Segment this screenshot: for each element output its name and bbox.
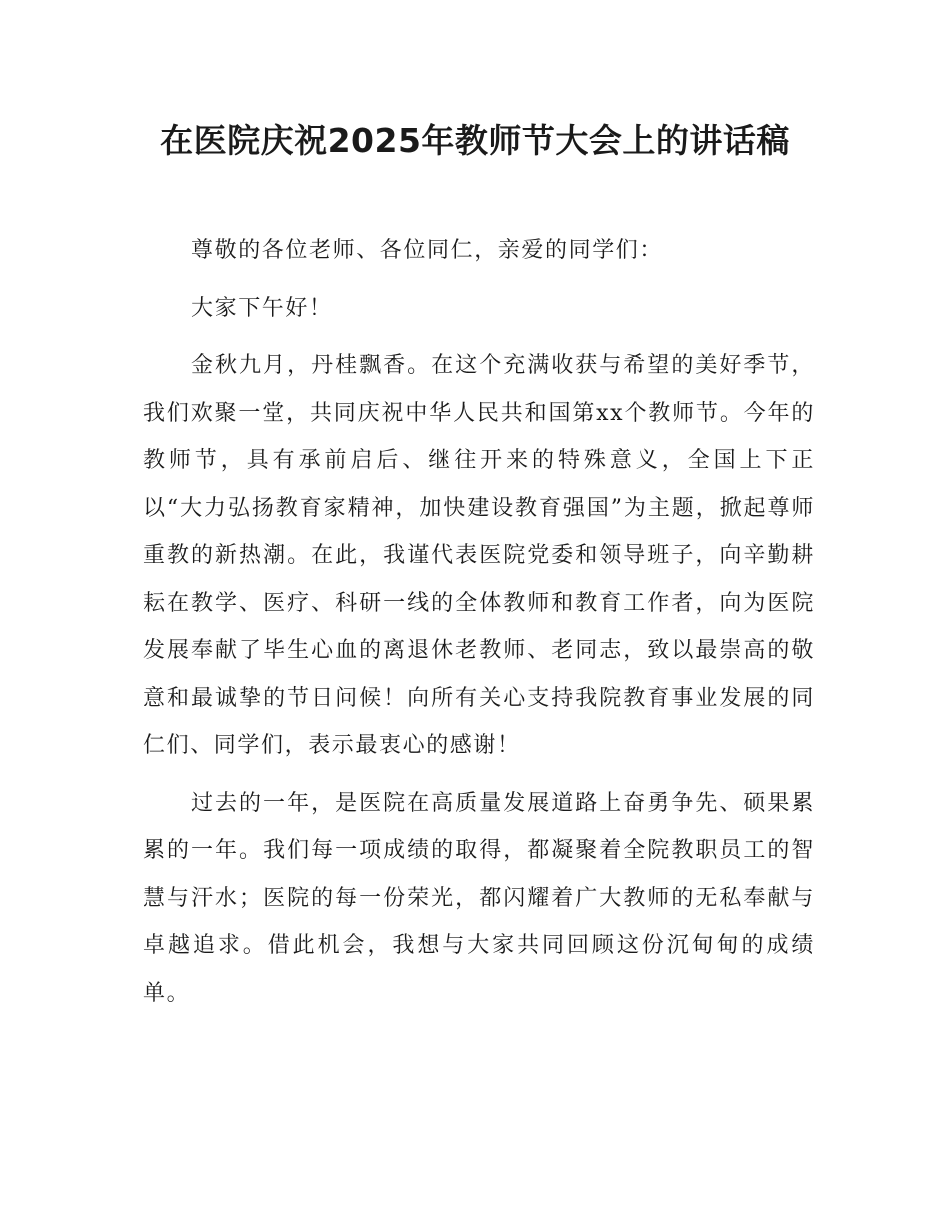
salutation-paragraph: 尊敬的各位老师、各位同仁，亲爱的同学们： [191, 238, 664, 263]
body-paragraph: 金秋九月，丹桂飘香。在这个充满收获与希望的美好季节，我们欢聚一堂，共同庆祝中华人民共和国第xx个教师节。今年的教师节，具有承前启后、继往开来的特殊意义，全国上下正以“大力弘扬教育家精神，加快建设教育强国”为主题，掀起尊师重教的新热潮。在此，我谨代表医院党委和领导班子，向辛勤耕耘在教学、医疗、科研一线的全体教师和教育工作者，向为医院发展奉献了毕生心血的离退休老教师、老同志，致以最崇高的敬意和最诚挚的节日问候！向所有关心支持我院教育事业发展的同仁们、同学们，表示最衷心的感谢！ [143, 353, 815, 758]
greeting-paragraph: 大家下午好！ [191, 295, 333, 321]
document-body [143, 227, 815, 1017]
body-paragraph: 过去的一年，是医院在高质量发展道路上奋勇争先、硕果累累的一年。我们每一项成绩的取得，都凝聚着全院教职员工的智慧与汗水；医院的每一份荣光，都闪耀着广大教师的无私奉献与卓越追求。借此机会，我想与大家共同回顾这份沉甸甸的成绩单。 [143, 790, 815, 1006]
page-title: 在医院庆祝2025年教师节大会上的讲话稿 [160, 121, 790, 160]
